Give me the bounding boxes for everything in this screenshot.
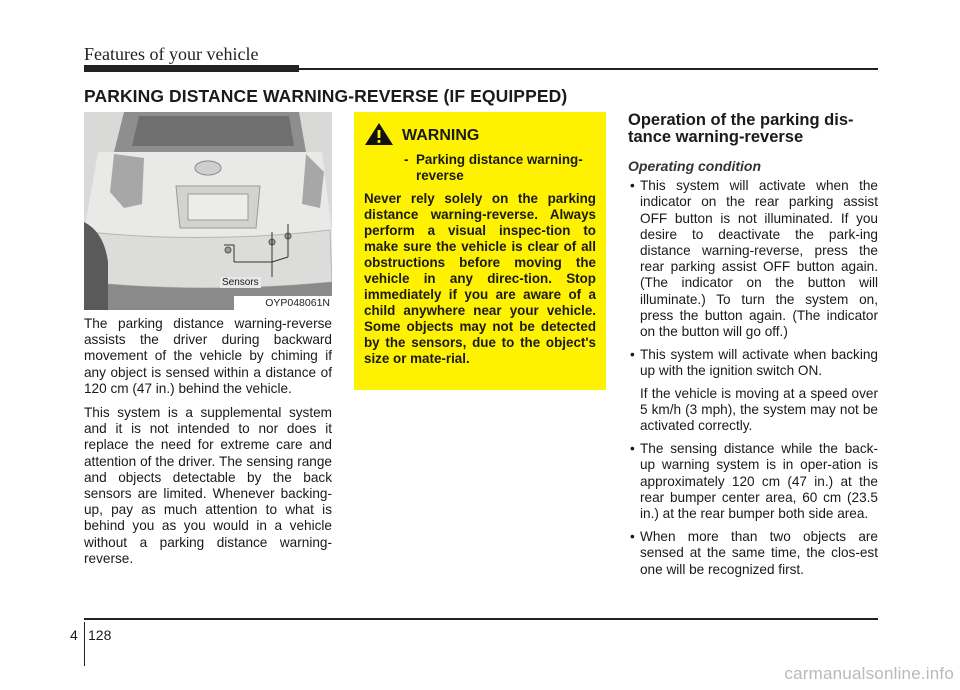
intro-paragraph: The parking distance warning-reverse assists the driver during backward movement of the vehicle by chiming if any object is sensed within a distance of 120 cm (47 in.) behind the vehicle. [84, 316, 332, 396]
warning-box [354, 112, 606, 390]
header-rule [84, 68, 878, 70]
warning-header [364, 122, 596, 150]
warning-subtitle-line2: reverse [416, 168, 464, 183]
bullet-icon: • [630, 441, 635, 457]
supplemental-paragraph: This system is a supplemental system and it is not intended to nor does it replace the need for extreme care and attention of the driver. The sensing range and objects detectable by the back sensors are limited. Whenever backing-up, pay as much attention to what is behind you as you would in a vehicle without a parking distance warning-reverse. [84, 405, 332, 566]
watermark: carmanualsonline.info [784, 664, 954, 683]
warning-subtitle [404, 152, 596, 184]
operation-title-line1: Operation of the parking dis- [628, 111, 854, 129]
operation-title [628, 112, 878, 146]
list-item-text: When more than two objects are sensed at the same time, the clos-est one will be recognized first. [640, 529, 878, 577]
chapter-number: 4 [70, 627, 78, 643]
list-item-text: This system will activate when the indicator on the rear parking assist OFF button is not illuminated. If you desire to deactivate the park-ing distance warning-reverse, press the rear parking assist OFF button again. (The indicator on the button will illuminate.) To turn the system on, press the button again. (The indicator on the button will go off.) [640, 178, 878, 340]
list-item [628, 441, 878, 522]
condition-list [628, 178, 878, 578]
header-title: Features of your vehicle [84, 44, 259, 64]
section-title: PARKING DISTANCE WARNING-REVERSE (IF EQUIPPED) [84, 86, 568, 106]
operation-title-line2: tance warning-reverse [628, 128, 804, 146]
operating-condition-subtitle: Operating condition [628, 158, 761, 174]
list-item [628, 347, 878, 434]
sensors-label: Sensors [222, 277, 259, 288]
warning-label: WARNING [402, 127, 480, 144]
footer-divider [84, 622, 85, 666]
list-item-text: This system will activate when backing up with the ignition switch ON. [640, 347, 878, 379]
bullet-icon: • [630, 529, 635, 545]
bullet-icon: • [630, 178, 635, 194]
left-column [84, 316, 332, 575]
warning-triangle-icon [364, 122, 394, 150]
warning-dash: - [404, 152, 409, 167]
footer-rule [84, 618, 878, 620]
list-item-text: The sensing distance while the back-up warning system is in oper-ation is approximately 120 cm (47 in.) at the rear bumper center area, 60 cm (23.5 in.) at the rear bumper both side area. [640, 441, 878, 522]
bullet-icon: • [630, 347, 635, 363]
page-number: 128 [88, 627, 112, 643]
list-item [628, 178, 878, 340]
figure-code: OYP048061N [265, 297, 330, 309]
list-item-note: If the vehicle is moving at a speed over 5 km/h (3 mph), the system may not be activated correctly. [640, 385, 878, 434]
warning-subtitle-line1: Parking distance warning- [416, 152, 583, 167]
list-item [628, 529, 878, 578]
right-column [628, 112, 878, 585]
vehicle-rear-illustration [84, 112, 332, 310]
warning-body: Never rely solely on the parking distance warning-reverse. Always perform a visual inspec-tion to make sure the vehicle is clear of all obstructions before moving the vehicle in any direc-tion. Stop immediately if you are aware of a child anywhere near your vehicle. Some objects may not be detected by the sensors, due to the object's size or mate-rial. [364, 191, 596, 366]
